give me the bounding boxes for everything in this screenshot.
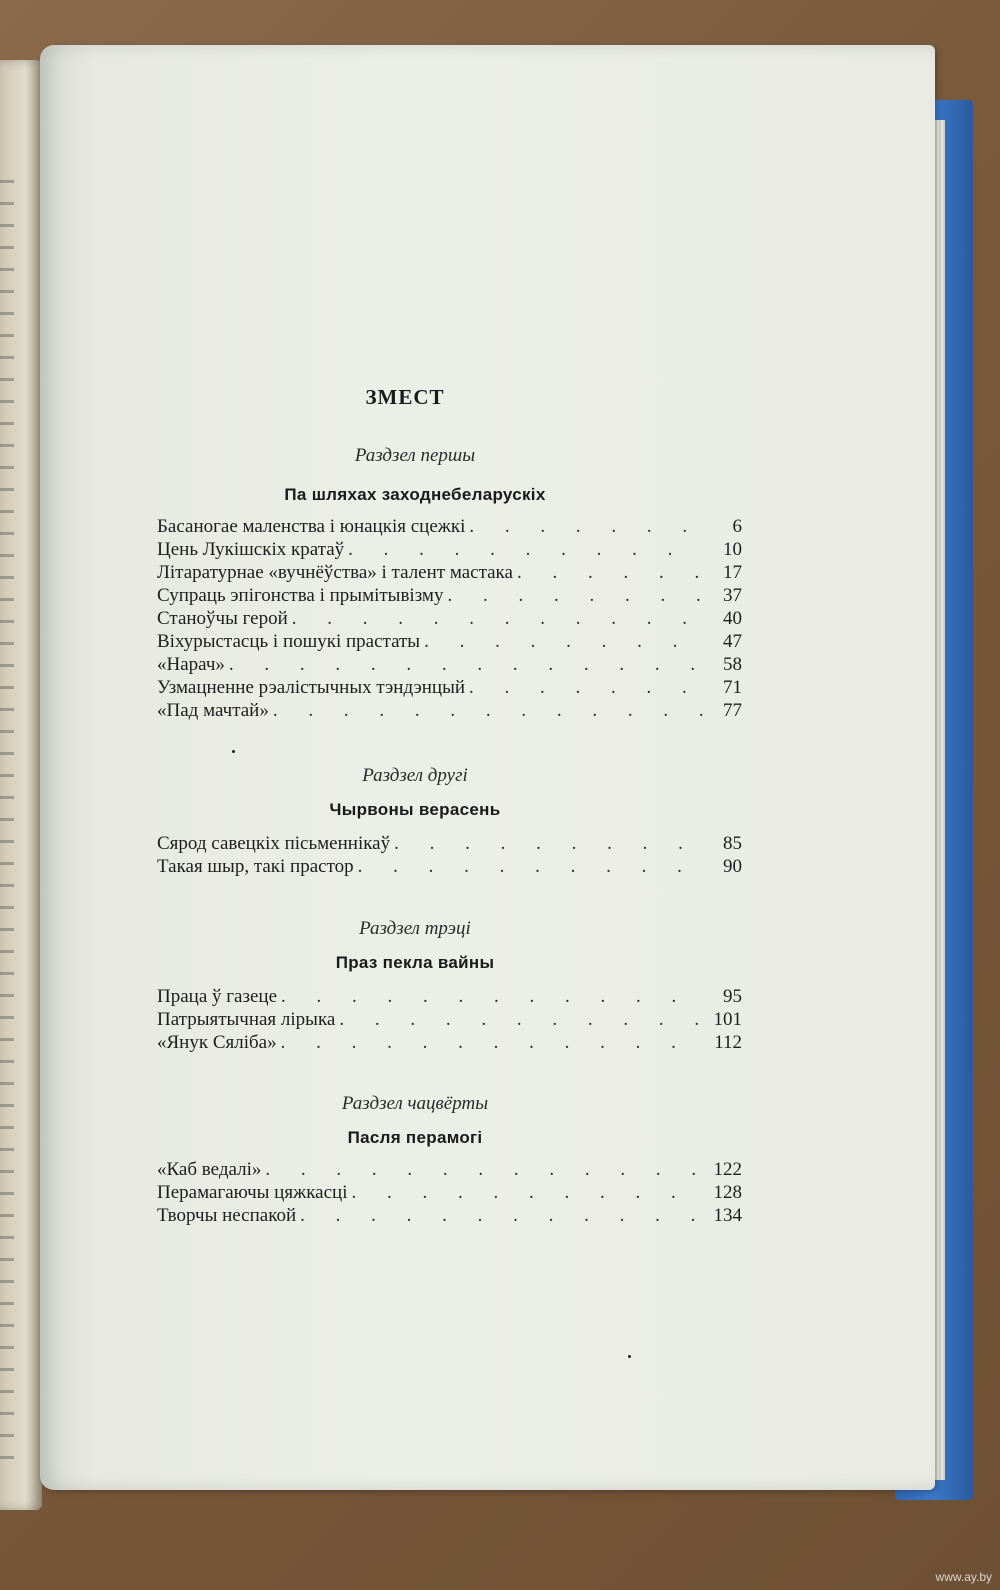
toc-entry-text: Басаногае маленства і юнацкія сцежкі: [157, 516, 466, 537]
toc-entry: [157, 584, 742, 607]
toc-entry-page: 85: [723, 833, 742, 854]
page-title: ЗМЕСТ: [365, 385, 445, 409]
leader-dots: [339, 1008, 704, 1031]
toc-entry: [157, 1204, 742, 1227]
toc-entry-page: 47: [723, 631, 742, 652]
toc-entry-text: Перамагаючы цяжкасці: [157, 1182, 348, 1203]
toc-entry: [157, 855, 742, 878]
toc-entry: [157, 1008, 742, 1031]
toc-entry-page: 10: [723, 539, 742, 560]
leader-dots: [394, 832, 704, 855]
section-title: Пасля перамогі: [347, 1128, 483, 1147]
section-label: Раздзел першы: [354, 445, 476, 466]
leader-dots: [281, 1031, 704, 1054]
section-title: Праз пекла вайны: [335, 953, 495, 972]
toc-list: [157, 985, 742, 1054]
toc-entry-text: Віхурыстасць і пошукі прастаты: [157, 631, 421, 652]
left-page-edge: [0, 60, 42, 1510]
toc-entry: [157, 832, 742, 855]
toc-entry-page: 17: [723, 562, 742, 583]
toc-entry: [157, 1181, 742, 1204]
leader-dots: [469, 515, 704, 538]
toc-entry-text: «Пад мачтай»: [157, 700, 269, 721]
toc-entry: [157, 653, 742, 676]
toc-entry-page: 101: [713, 1009, 742, 1030]
toc-entry-page: 134: [713, 1205, 742, 1226]
toc-entry: [157, 538, 742, 561]
toc-entry-page: 128: [713, 1182, 742, 1203]
ink-speck: [232, 750, 235, 753]
toc-entry: [157, 515, 742, 538]
toc-entry: [157, 607, 742, 630]
toc-entry: [157, 630, 742, 653]
leader-dots: [351, 1181, 704, 1204]
leader-dots: [273, 699, 704, 722]
section-title: Чырвоны верасень: [329, 800, 501, 819]
toc-entry-page: 95: [723, 986, 742, 1007]
toc-entry: [157, 1031, 742, 1054]
toc-list: [157, 515, 742, 722]
toc-entry: [157, 561, 742, 584]
toc-entry-text: Літаратурнае «вучнёўства» і талент мастака: [157, 562, 513, 583]
toc-entry-page: 40: [723, 608, 742, 629]
leader-dots: [292, 607, 704, 630]
leader-dots: [447, 584, 704, 607]
toc-entry-page: 6: [732, 516, 742, 537]
leader-dots: [281, 985, 704, 1008]
toc-entry-text: Станоўчы герой: [157, 608, 288, 629]
toc-entry-text: «Каб ведалі»: [157, 1159, 262, 1180]
toc-entry-text: Сярод савецкіх пісьменнікаў: [157, 833, 391, 854]
toc-entry-text: «Янук Сяліба»: [157, 1032, 277, 1053]
toc-entry-text: Супраць эпігонства і прымітывізму: [157, 585, 444, 606]
toc-entry-page: 90: [723, 856, 742, 877]
toc-entry-page: 71: [723, 677, 742, 698]
leader-dots: [424, 630, 704, 653]
section-label: Раздзел другі: [362, 765, 468, 786]
left-page-text-strip: [0, 180, 14, 1460]
book-page: [40, 45, 935, 1490]
ink-speck: [628, 1355, 631, 1358]
toc-entry-page: 112: [714, 1032, 742, 1053]
toc-entry: [157, 676, 742, 699]
toc-entry-text: Патрыятычная лірыка: [157, 1009, 336, 1030]
toc-list: [157, 1158, 742, 1227]
leader-dots: [517, 561, 704, 584]
toc-entry-page: 58: [723, 654, 742, 675]
toc-entry-text: Творчы неспакой: [157, 1205, 297, 1226]
section-label: Раздзел трэці: [359, 918, 471, 939]
toc-entry-page: 122: [713, 1159, 742, 1180]
leader-dots: [469, 676, 704, 699]
toc-entry: [157, 985, 742, 1008]
leader-dots: [300, 1204, 704, 1227]
leader-dots: [265, 1158, 704, 1181]
toc-entry-text: Праца ў газеце: [157, 986, 278, 1007]
section-title: Па шляхах заходнебеларускіх: [284, 485, 546, 504]
toc-entry-page: 37: [723, 585, 742, 606]
leader-dots: [358, 855, 704, 878]
watermark: www.ay.by: [935, 1570, 992, 1584]
toc-entry-page: 77: [723, 700, 742, 721]
toc-entry-text: Узмацненне рэалістычных тэндэнцый: [157, 677, 466, 698]
toc-entry-text: «Нарач»: [157, 654, 225, 675]
toc-list: [157, 832, 742, 878]
leader-dots: [229, 653, 704, 676]
toc-entry: [157, 699, 742, 722]
section-label: Раздзел чацвёрты: [341, 1093, 489, 1114]
toc-entry: [157, 1158, 742, 1181]
leader-dots: [348, 538, 704, 561]
toc-entry-text: Такая шыр, такі прастор: [157, 856, 354, 877]
toc-entry-text: Цень Лукішскіх кратаў: [157, 539, 345, 560]
